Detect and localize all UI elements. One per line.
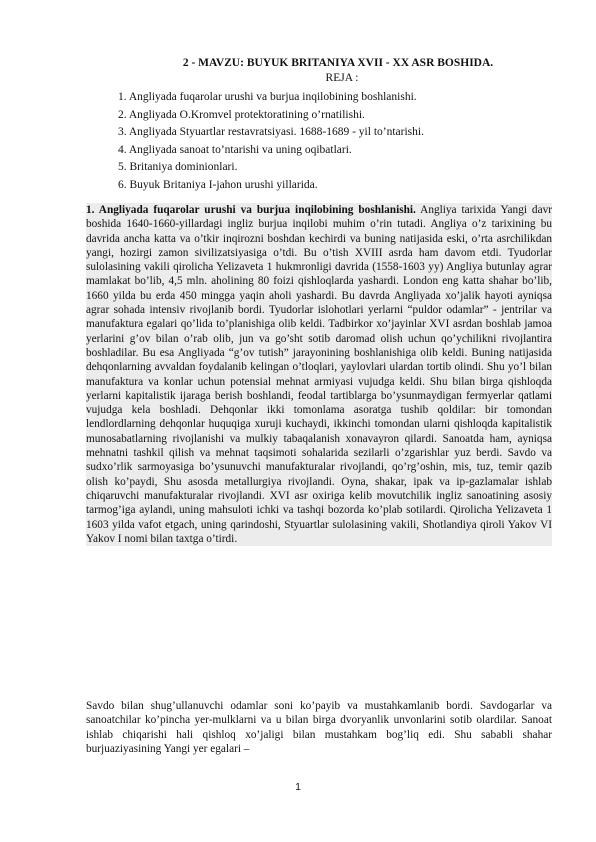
page-title — [0, 56, 596, 70]
page-number: 1 — [295, 781, 301, 793]
section-1-continuation — [86, 699, 552, 756]
section-body: Angliya tarixida Yangi davr boshida 1640-1660-yillardagi ingliz burjua inqilobi muhim o’rin tutadi. Angliya o’z tarixining bu davrida ancha katta va o’tkir inqirozni boshdan kechirdi va buning natijasida eski, o’rta asrchilikdan yangi, hozirgi zamon sivilizatsiyasiga o’tdi. Bu o’tish XVIII asrda ham davom etdi. Tyudorlar sulolasining vakili qirolicha Yelizaveta 1 hukmronligi davrida (1558-1603 yy) Angliya butunlay agrar mamlakat bo’lib, 4,5 mln. aholining 80 foizi qishloqlarda yashardi. London eng katta shahar bo’lib, 1660 yilda bu erda 450 mingga yaqin aholi yashardi. Bu davrda Angliyada xo’jalik hayoti ayniqsa agrar sohada intensiv rivojlanib bordi. Tyudorlar islohotlari yerlarni “puldor odamlar” - jentrilar va manufaktura egalari qo’lida to’planishiga olib keldi. Tadbirkor xo’jayinlar XVI asrdan boshlab jamoa yerlarini g’ov bilan o’rab olib, jun va go’sht sotib daromad olish uchun qo’ychilikni rivojlantira boshladilar. Bu esa Angliyada “g’ov tutish” jarayonining boshlanishiga olib keldi. Buning natijasida dehqonlarning avvaldan foydalanib kelingan o’tloqlari, yaylovlari ulardan tortib olindi. Shu yo’l bilan manufaktura va konlar uchun potensial mehnat armiyasi vujudga keldi. Shu bilan birga qishloqda yerlarni kapitalistik ijaraga berish boshlandi, feodal tartiblarga bo’ysunmaydigan fermyerlar qatlami vujudga kela boshladi. Dehqonlar ikki tomonlama asoratga tushib qoldilar: bir tomondan lendlordlarning dehqonlar huquqiga xuruji kuchaydi, ikkinchi tomondan ularni qishloqda kapitalistik munosabatlarning rivojlanishi va mulkiy tabaqalanish xonavayron qilardi. Sanoatda ham, ayniqsa mehnatni tashkil qilish va mehnat taqsimoti sohalarida sezilarli o’zgarishlar yuz berdi. Savdo va sudxo’rlik sarmoyasiga bo’ysunuvchi manufakturalar rivojlandi, qo’rg’oshin, mis, tuz, temir qazib olish ko’paydi, Shu asosda metallurgiya rivojlandi. Oyna, shakar, ipak va ip-gazlamalar ishlab chiqaruvchi manufakturalar rivojlandi. XVI asr oxiriga kelib movutchilik ingliz sanoatining asosiy tarmog’iga aylandi, uning mahsuloti ichki va tashqi bozorda ko’plab sotilardi. Qirolicha Yelizaveta 1 1603 yilda vafot etgach, uning qarindoshi, Styuartlar sulolasining vakili, Shotlandiya qiroli Yakov VI Yakov I nomi bilan taxtga o’tirdi. — [86, 204, 553, 545]
paragraph-2: Savdo bilan shug’ullanuvchi odamlar soni ko’payib va mustahkamlanib bordi. Savdogarlar va sanoatchilar ko’pincha yer-mulklarni va u bilan birga dvoryanlik unvonlarini sotib olardilar. Sanoat ishlab chiqarishi hali qishloq xo’jaligi bilan mustahkam bog’liq edi. Shu sababli shahar burjuaziyasining Yangi yer egalari – — [86, 700, 552, 755]
plan-item: 6. Buyuk Britaniya I-jahon urushi yillarida. — [118, 178, 318, 191]
title-suffix: . — [490, 57, 494, 69]
plan-heading: REJA : — [325, 72, 359, 84]
section-heading: 1. Angliyada fuqarolar urushi va burjua inqilobining boshlanishi. — [86, 204, 416, 216]
plan-item: 1. Angliyada fuqarolar urushi va burjua inqilobining boshlanishi. — [118, 91, 417, 103]
section-1 — [86, 203, 552, 546]
title-text: 2 - MAVZU: BUYUK BRITANIYA XVII - XX ASR BOSHIDA — [182, 57, 491, 69]
section-1-paragraph — [86, 203, 552, 546]
plan-item: 5. Britaniya dominionlari. — [118, 161, 238, 173]
plan-list — [118, 89, 558, 194]
plan-item: 2. Angliyada O.Kromvel protektoratining o’rnatilishi. — [118, 108, 365, 121]
plan-item: 3. Angliyada Styuartlar restavratsiyasi. 1688-1689 - yil to’ntarishi. — [118, 126, 424, 138]
plan-item: 4. Angliyada sanoat to’ntarishi va uning oqibatlari. — [118, 143, 352, 156]
